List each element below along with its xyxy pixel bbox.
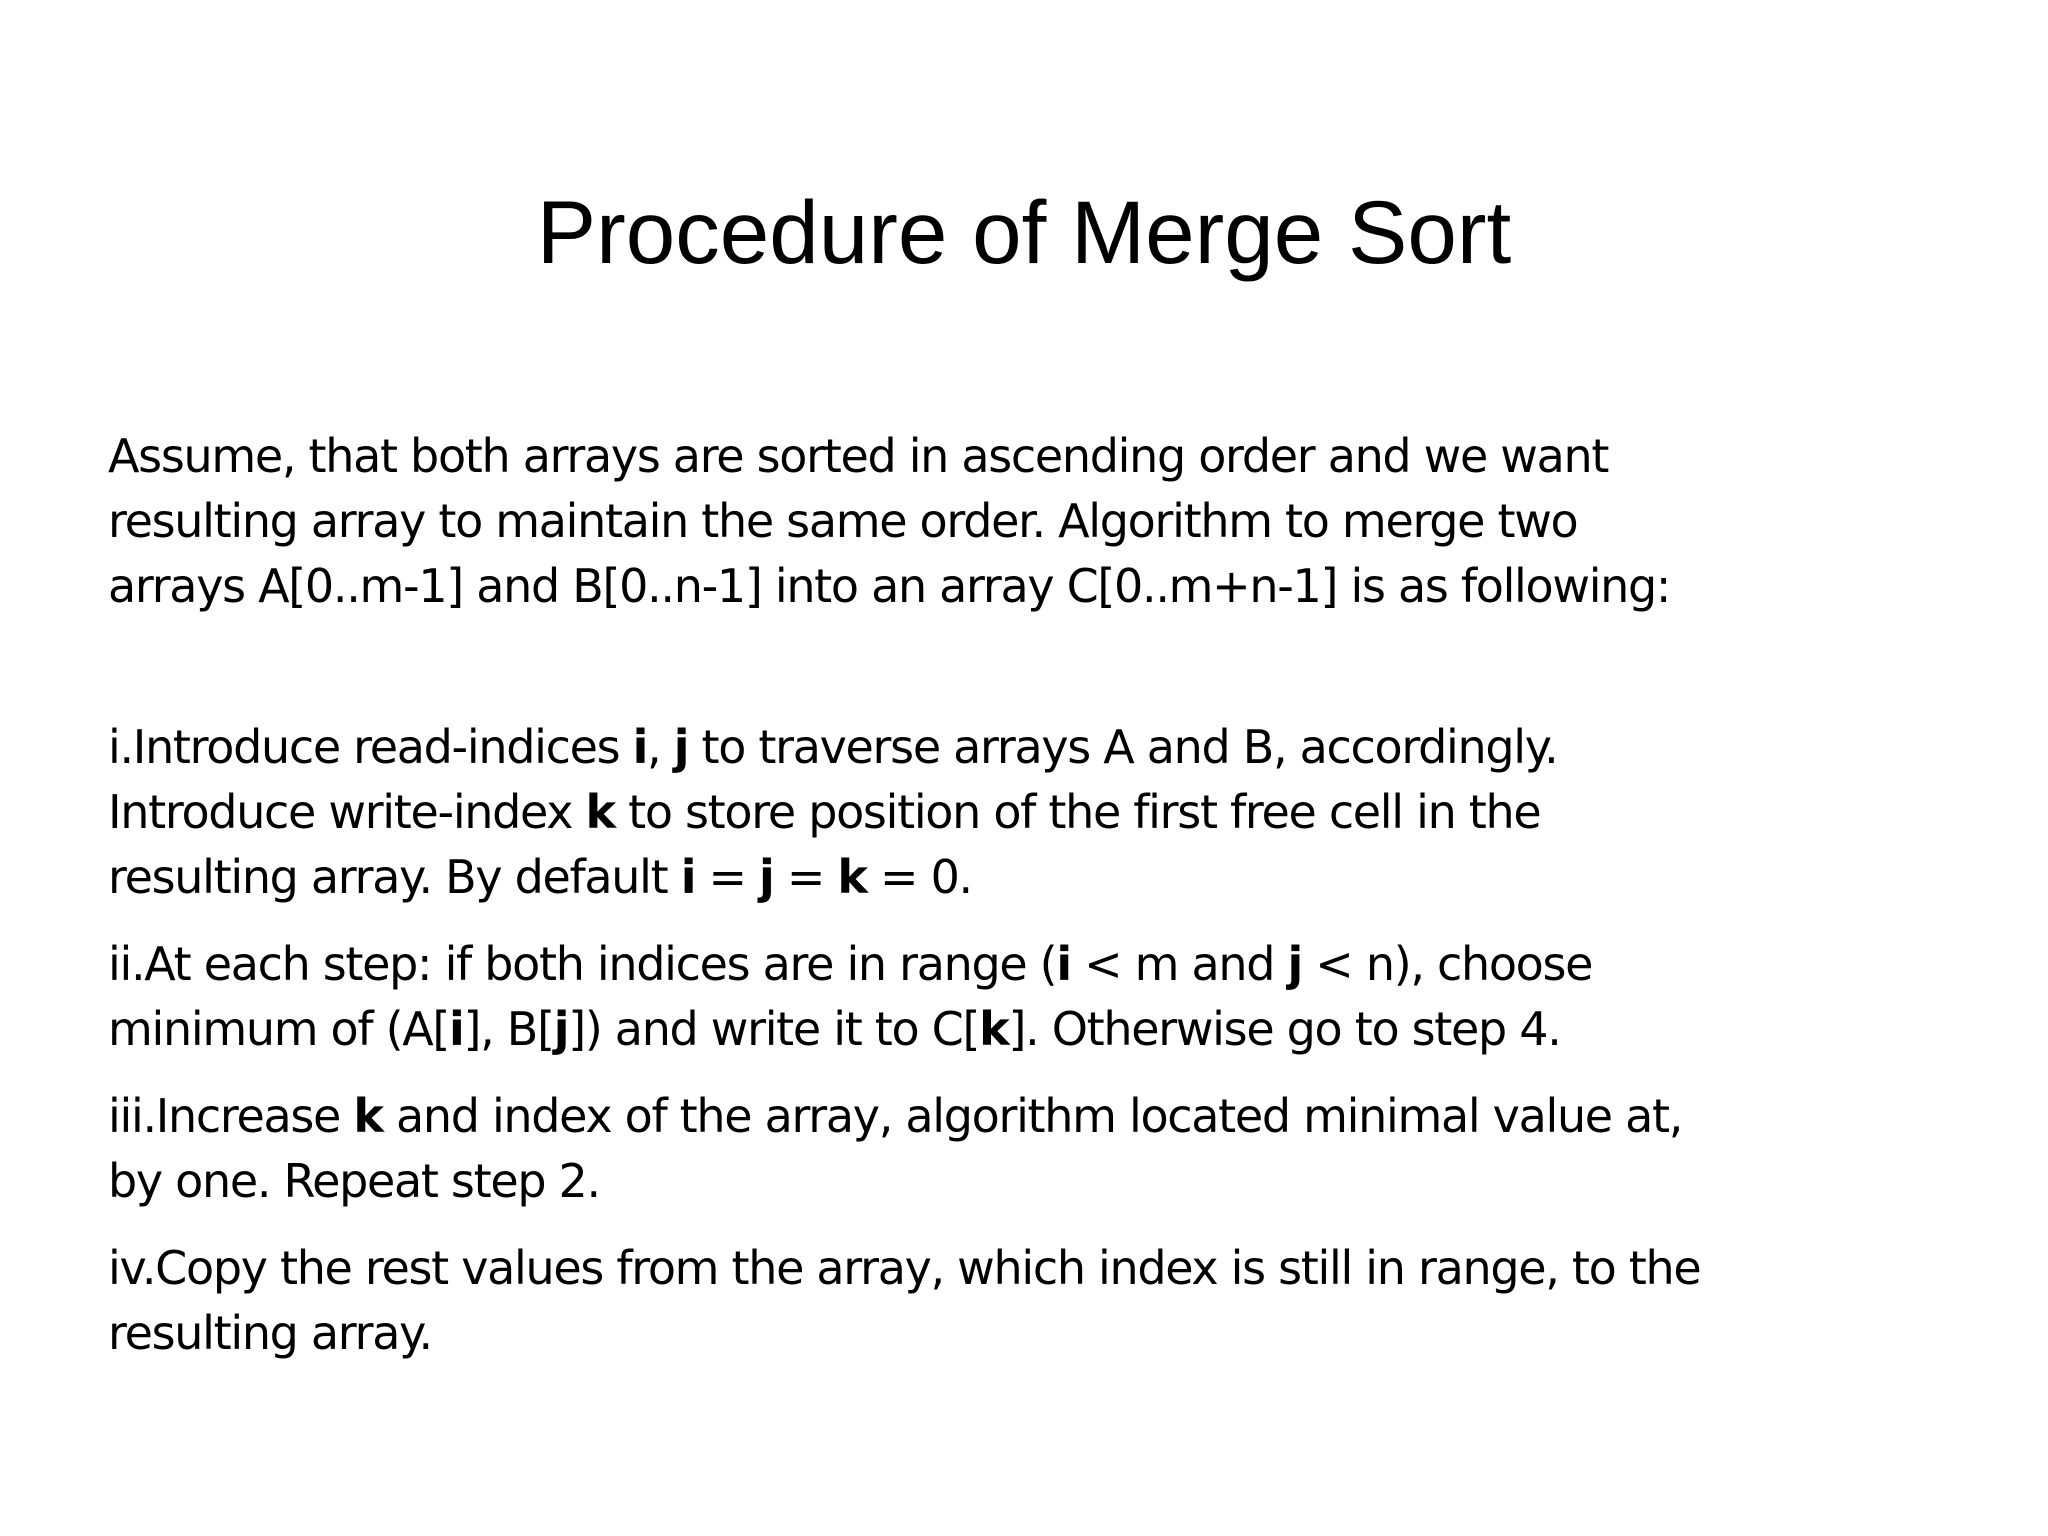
index-variable: j <box>673 720 689 774</box>
text-run: to store position of the first free cell in the <box>614 785 1541 839</box>
intro-line: Assume, that both arrays are sorted in ascending order and we want <box>108 429 1609 483</box>
text-run: < m and <box>1070 937 1288 991</box>
text-run: ]. Otherwise go to step 4. <box>1008 1002 1561 1056</box>
text-run: iv.Copy the rest values from the array, which index is still in range, to the <box>108 1241 1701 1295</box>
text-run: iii.Increase <box>108 1089 354 1143</box>
text-run: < n), choose <box>1301 937 1593 991</box>
text-run: to traverse arrays A and B, accordingly. <box>688 720 1558 774</box>
step-line <box>108 1301 1968 1366</box>
index-variable: k <box>353 1089 383 1143</box>
step-line <box>108 1149 1968 1214</box>
step-line <box>108 780 1968 845</box>
text-run: = <box>773 850 838 904</box>
intro-paragraph <box>108 424 1968 619</box>
text-run: = <box>695 850 760 904</box>
step-line <box>108 1236 1968 1301</box>
intro-line: resulting array to maintain the same order. Algorithm to merge two <box>108 494 1578 548</box>
text-run: by one. Repeat step 2. <box>108 1154 600 1208</box>
slide-body <box>108 424 1968 1388</box>
step-paragraph-2 <box>108 932 1968 1062</box>
text-run: ], B[ <box>463 1002 554 1056</box>
text-run: resulting array. By default <box>108 850 681 904</box>
text-run: , <box>647 720 674 774</box>
text-run: ]) and write it to C[ <box>568 1002 980 1056</box>
text-run: minimum of (A[ <box>108 1002 450 1056</box>
step-paragraph-1 <box>108 715 1968 910</box>
step-line <box>108 845 1968 910</box>
index-variable: i <box>449 1002 464 1056</box>
index-variable: j <box>553 1002 569 1056</box>
text-run: ii.At each step: if both indices are in range ( <box>108 937 1057 991</box>
index-variable: i <box>680 850 696 904</box>
step-line <box>108 715 1968 780</box>
text-run: = 0. <box>866 850 972 904</box>
text-run: and index of the array, algorithm located minimal value at, <box>382 1089 1683 1143</box>
index-variable: i <box>1056 937 1071 991</box>
text-run: Introduce write-index <box>108 785 586 839</box>
index-variable: k <box>585 785 615 839</box>
index-variable: i <box>632 720 648 774</box>
step-paragraph-3 <box>108 1084 1968 1214</box>
text-run: resulting array. <box>108 1306 432 1360</box>
slide-title: Procedure of Merge Sort <box>536 182 1512 282</box>
text-run: i.Introduce read-indices <box>108 720 633 774</box>
step-line <box>108 1084 1968 1149</box>
steps-list <box>108 715 1968 1366</box>
intro-line: arrays A[0..m-1] and B[0..n-1] into an array C[0..m+n-1] is as following: <box>108 559 1671 613</box>
index-variable: j <box>1287 937 1302 991</box>
index-variable: j <box>759 850 774 904</box>
step-line <box>108 997 1968 1062</box>
index-variable: k <box>979 1002 1009 1056</box>
index-variable: k <box>837 850 867 904</box>
step-line <box>108 932 1968 997</box>
step-paragraph-4 <box>108 1236 1968 1366</box>
